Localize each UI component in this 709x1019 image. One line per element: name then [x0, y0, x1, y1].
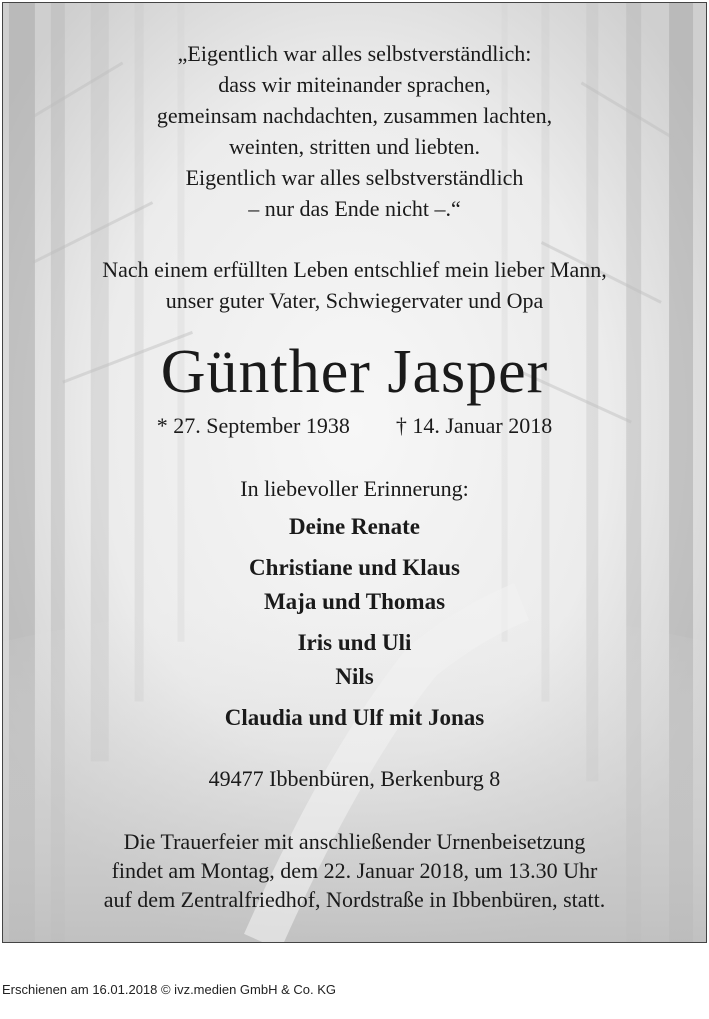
service-line: auf dem Zentralfriedhof, Nordstraße in Ibbenbüren, statt. — [103, 887, 606, 912]
mourner-name: Iris und Uli — [297, 630, 412, 655]
notice-text — [3, 3, 706, 942]
death-date: † 14. Januar 2018 — [395, 413, 553, 438]
life-dates — [3, 412, 706, 440]
poem-line: dass wir miteinander sprachen, — [218, 72, 491, 97]
mourner-name: Nils — [335, 664, 374, 689]
intro-line: unser guter Vater, Schwiegervater und Opa — [165, 288, 544, 313]
poem-line: „Eigentlich war alles selbstverständlich: — [177, 41, 532, 66]
mourner-name: Maja und Thomas — [263, 589, 446, 614]
mourner-name: Claudia und Ulf mit Jonas — [224, 705, 485, 730]
obituary-notice — [2, 2, 707, 943]
service-line: Die Trauerfeier mit anschließender Urnenbeisetzung — [123, 829, 586, 854]
poem-line: – nur das Ende nicht –.“ — [248, 196, 461, 221]
birth-date: * 27. September 1938 — [156, 413, 350, 438]
poem-line: Eigentlich war alles selbstverständlich — [185, 165, 524, 190]
intro-line: Nach einem erfüllten Leben entschlief mein lieber Mann, — [102, 257, 607, 282]
mourner-name: Christiane und Klaus — [249, 555, 460, 580]
publication-footer: Erschienen am 16.01.2018 © ivz.medien GmbH & Co. KG — [2, 982, 337, 997]
deceased-name: Günther Jasper — [160, 338, 549, 406]
poem-line: gemeinsam nachdachten, zusammen lachten, — [156, 103, 553, 128]
mourner-name: Deine Renate — [289, 514, 420, 539]
poem-line: weinten, stritten und liebten. — [228, 134, 481, 159]
service-line: findet am Montag, dem 22. Januar 2018, um 13.30 Uhr — [111, 858, 598, 883]
address: 49477 Ibbenbüren, Berkenburg 8 — [208, 766, 501, 791]
memory-line: In liebevoller Erinnerung: — [240, 476, 469, 501]
